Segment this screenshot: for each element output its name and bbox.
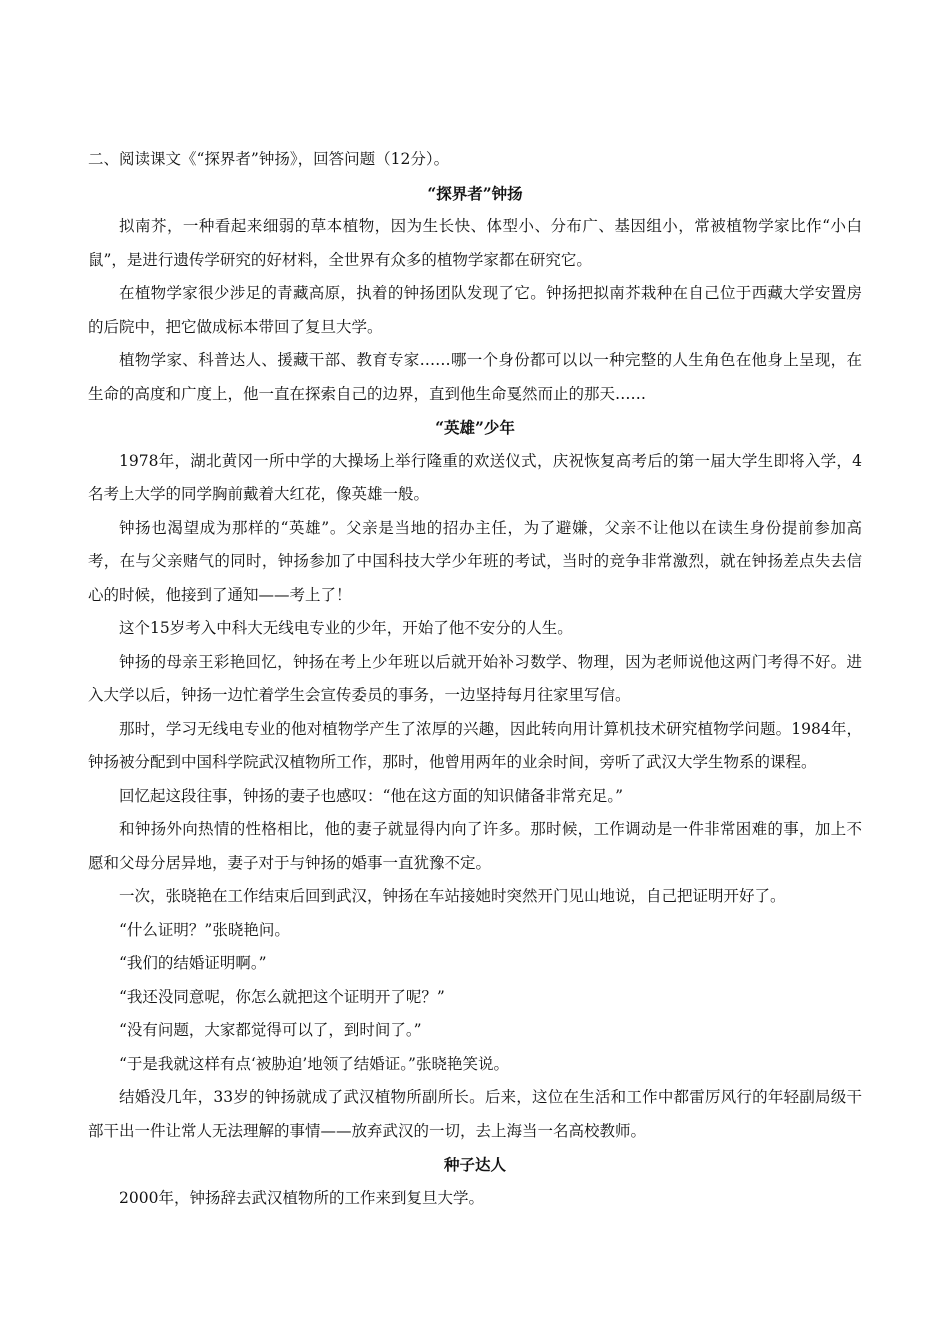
paragraph: 1978年，湖北黄冈一所中学的大操场上举行隆重的欢送仪式，庆祝恢复高考后的第一届大学生即将入学，4名考上大学的同学胸前戴着大红花，像英雄一般。: [88, 451, 862, 503]
paragraph: 拟南芥，一种看起来细弱的草本植物，因为生长快、体型小、分布广、基因组小，常被植物学家比作“小白鼠”，是进行遗传学研究的好材料，全世界有众多的植物学家都在研究它。: [88, 217, 862, 269]
document-page: [88, 143, 862, 1215]
paragraph: 植物学家、科普达人、援藏干部、教育专家……哪一个身份都可以以一种完整的人生角色在他身上呈现，在生命的高度和广度上，他一直在探索自己的边界，直到他生命戛然而止的那天……: [88, 351, 862, 403]
section-heading-seed-expert: 种子达人: [443, 1155, 506, 1174]
paragraph: 回忆起这段往事，钟扬的妻子也感叹：“他在这方面的知识储备非常充足。”: [119, 786, 624, 805]
paragraph: 钟扬的母亲王彩艳回忆，钟扬在考上少年班以后就开始补习数学、物理，因为老师说他这两门考得不好。进入大学以后，钟扬一边忙着学生会宣传委员的事务，一边坚持每月往家里写信。: [88, 652, 862, 704]
paragraph: 在植物学家很少涉足的青藏高原，执着的钟扬团队发现了它。钟扬把拟南芥栽种在自己位于西藏大学安置房的后院中，把它做成标本带回了复旦大学。: [88, 284, 862, 336]
dialogue-line: “我们的结婚证明啊。”: [119, 954, 267, 972]
question-title: 二、阅读课文《“探界者”钟扬》，回答问题（12分）。: [88, 150, 450, 168]
dialogue-line: “没有问题，大家都觉得可以了，到时间了。”: [119, 1021, 422, 1039]
paragraph: 钟扬也渴望成为那样的“英雄”。父亲是当地的招办主任，为了避嫌，父亲不让他以在读生身份提前参加高考，在与父亲赌气的同时，钟扬参加了中国科技大学少年班的考试，当时的竞争非常激烈，就在钟扬差点失去信心的时候，他接到了通知——考上了！: [88, 518, 862, 604]
section-heading-explorer: “探界者”钟扬: [427, 183, 523, 203]
paragraph: 和钟扬外向热情的性格相比，他的妻子就显得内向了许多。那时候，工作调动是一件非常困难的事，加上不愿和父母分居异地，妻子对于与钟扬的婚事一直犹豫不定。: [88, 820, 862, 872]
paragraph: 一次，张晓艳在工作结束后回到武汉，钟扬在车站接她时突然开门见山地说，自己把证明开好了。: [119, 887, 786, 905]
dialogue-line: “我还没同意呢，你怎么就把这个证明开了呢？”: [119, 987, 445, 1006]
paragraph: 这个15岁考入中科大无线电专业的少年，开始了他不安分的人生。: [119, 619, 573, 637]
dialogue-line: “什么证明？”张晓艳问。: [119, 920, 290, 939]
paragraph: 结婚没几年，33岁的钟扬就成了武汉植物所副所长。后来，这位在生活和工作中都雷厉风行的年轻副局级干部干出一件让常人无法理解的事情——放弃武汉的一切，去上海当一名高校教师。: [88, 1088, 862, 1140]
paragraph: 2000年，钟扬辞去武汉植物所的工作来到复旦大学。: [119, 1188, 484, 1207]
section-heading-hero-youth: “英雄”少年: [435, 418, 515, 437]
paragraph: 那时，学习无线电专业的他对植物学产生了浓厚的兴趣，因此转向用计算机技术研究植物学问题。1984年，钟扬被分配到中国科学院武汉植物所工作，那时，他曾用两年的业余时间，旁听了武汉大学生物系的课程。: [88, 719, 862, 771]
dialogue-line: “于是我就这样有点‘被胁迫’地领了结婚证。”张晓艳笑说。: [119, 1054, 509, 1073]
